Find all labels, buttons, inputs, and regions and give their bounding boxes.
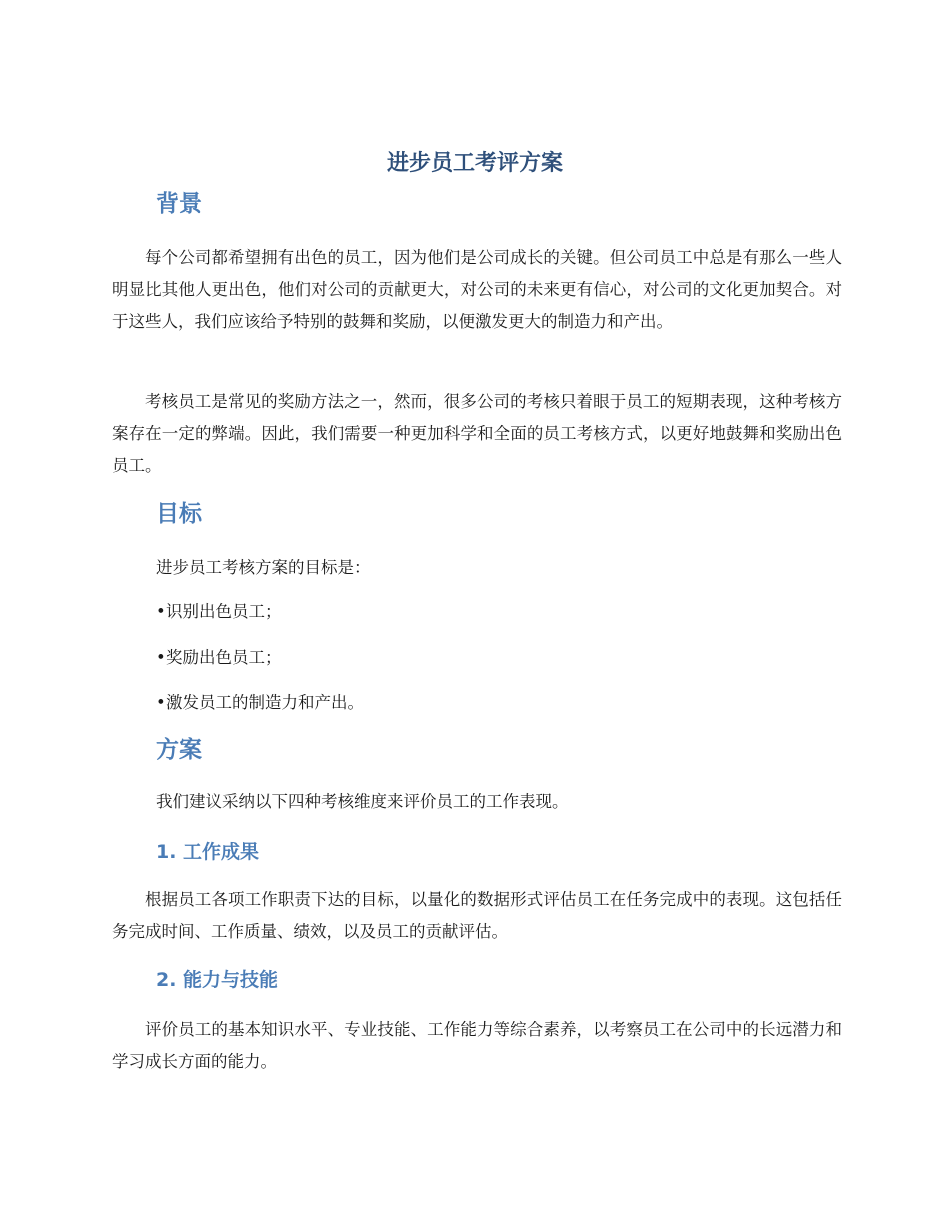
bullet-marker: • — [156, 602, 166, 621]
background-paragraph-1: 每个公司都希望拥有出色的员工，因为他们是公司成长的关键。但公司员工中总是有那么一些人明显比其他人更出色，他们对公司的贡献更大，对公司的未来更有信心，对公司的文化更加契合。对于这些人，我们应该给予特别的鼓舞和奖励，以便激发更大的制造力和产出。 — [112, 248, 842, 331]
section-heading-goals: 目标 — [156, 501, 202, 527]
goal-list-item — [156, 598, 282, 626]
plan-intro: 我们建议采纳以下四种考核维度来评价员工的工作表现。 — [156, 792, 569, 811]
background-paragraph-2: 考核员工是常见的奖励方法之一，然而，很多公司的考核只着眼于员工的短期表现，这种考核方案存在一定的弊端。因此，我们需要一种更加科学和全面的员工考核方式，以更好地鼓舞和奖励出色员工。 — [112, 392, 842, 475]
document-title: 进步员工考评方案 — [386, 151, 563, 176]
ability-skills-paragraph: 评价员工的基本知识水平、专业技能、工作能力等综合素养，以考察员工在公司中的长远潜力和学习成长方面的能力。 — [112, 1020, 842, 1071]
goal-item-text: 奖励出色员工； — [166, 648, 282, 667]
subsection-heading-ability-skills: 2. 能力与技能 — [156, 969, 279, 991]
goal-item-text: 激发员工的制造力和产出。 — [166, 693, 364, 712]
bullet-marker: • — [156, 648, 166, 667]
section-heading-background: 背景 — [156, 191, 202, 217]
goal-item-text: 识别出色员工； — [166, 602, 282, 621]
work-results-paragraph: 根据员工各项工作职责下达的目标，以量化的数据形式评估员工在任务完成中的表现。这包括任务完成时间、工作质量、绩效，以及员工的贡献评估。 — [112, 890, 842, 941]
goal-list-item — [156, 644, 282, 672]
goals-intro: 进步员工考核方案的目标是： — [156, 558, 371, 577]
subsection-heading-work-results: 1. 工作成果 — [156, 841, 260, 863]
bullet-marker: • — [156, 693, 166, 712]
section-heading-plan: 方案 — [156, 737, 202, 763]
goal-list-item — [156, 689, 364, 717]
